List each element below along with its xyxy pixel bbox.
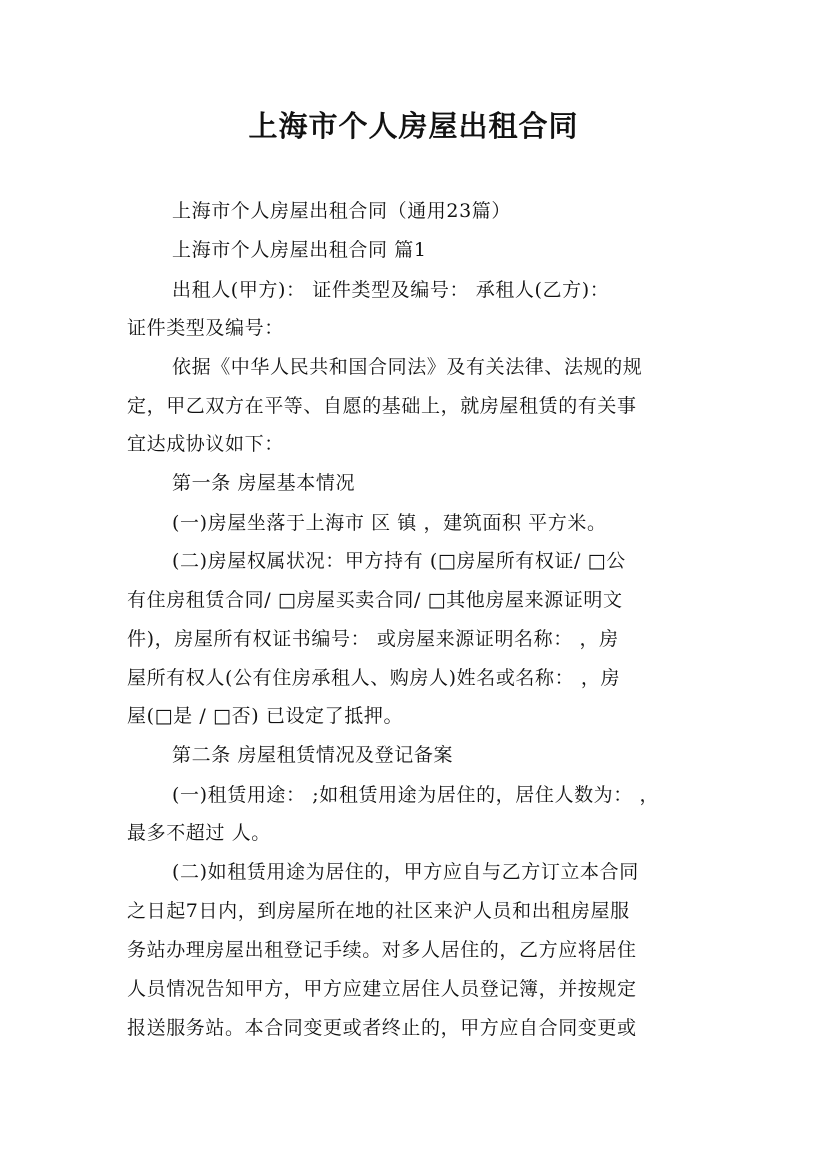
paragraph-line: (二)房屋权属状况：甲方持有 (□房屋所有权证/ □公 (172, 550, 626, 572)
paragraph-line: 屋(□是 / □否) 已设定了抵押。 (127, 705, 404, 727)
section-heading-line: 上海市个人房屋出租合同 篇1 (172, 239, 427, 261)
article-heading-line: 第一条 房屋基本情况 (172, 472, 356, 494)
paragraph-line: 依据《中华人民共和国合同法》及有关法律、法规的规 (172, 356, 643, 378)
paragraph-line: (一)租赁用途： ;如租赁用途为居住的，居住人数为： ， (172, 784, 660, 806)
subtitle-line: 上海市个人房屋出租合同（通用23篇） (172, 200, 511, 222)
paragraph-line: (二)如租赁用途为居住的，甲方应自与乙方订立本合同 (172, 861, 639, 883)
paragraph-line: 证件类型及编号： (127, 317, 284, 339)
article-heading-line: 第二条 房屋租赁情况及登记备案 (172, 744, 454, 766)
paragraph-line: 之日起7日内，到房屋所在地的社区来沪人员和出租房屋服 (127, 900, 630, 922)
paragraph-line: 宜达成协议如下： (127, 433, 284, 455)
document-title: 上海市个人房屋出租合同 (248, 109, 579, 143)
paragraph-line: 人员情况告知甲方，甲方应建立居住人员登记簿，并按规定 (127, 978, 637, 1000)
paragraph-line: 有住房租赁合同/ □房屋买卖合同/ □其他房屋来源证明文 (127, 589, 623, 611)
paragraph-line: 件)，房屋所有权证书编号： 或房屋来源证明名称： ，房 (127, 628, 619, 650)
paragraph-line: 屋所有权人(公有住房承租人、购房人)姓名或名称： ，房 (127, 667, 621, 689)
paragraph-line: 出租人(甲方)： 证件类型及编号： 承租人(乙方)： (172, 279, 610, 301)
paragraph-line: 报送服务站。本合同变更或者终止的，甲方应自合同变更或 (127, 1017, 637, 1039)
paragraph-line: 定，甲乙双方在平等、自愿的基础上，就房屋租赁的有关事 (127, 395, 637, 417)
paragraph-line: 务站办理房屋出租登记手续。对多人居住的，乙方应将居住 (127, 939, 637, 961)
paragraph-line: (一)房屋坐落于上海市 区 镇 ，建筑面积 平方米。 (172, 512, 607, 534)
paragraph-line: 最多不超过 人。 (127, 822, 271, 844)
